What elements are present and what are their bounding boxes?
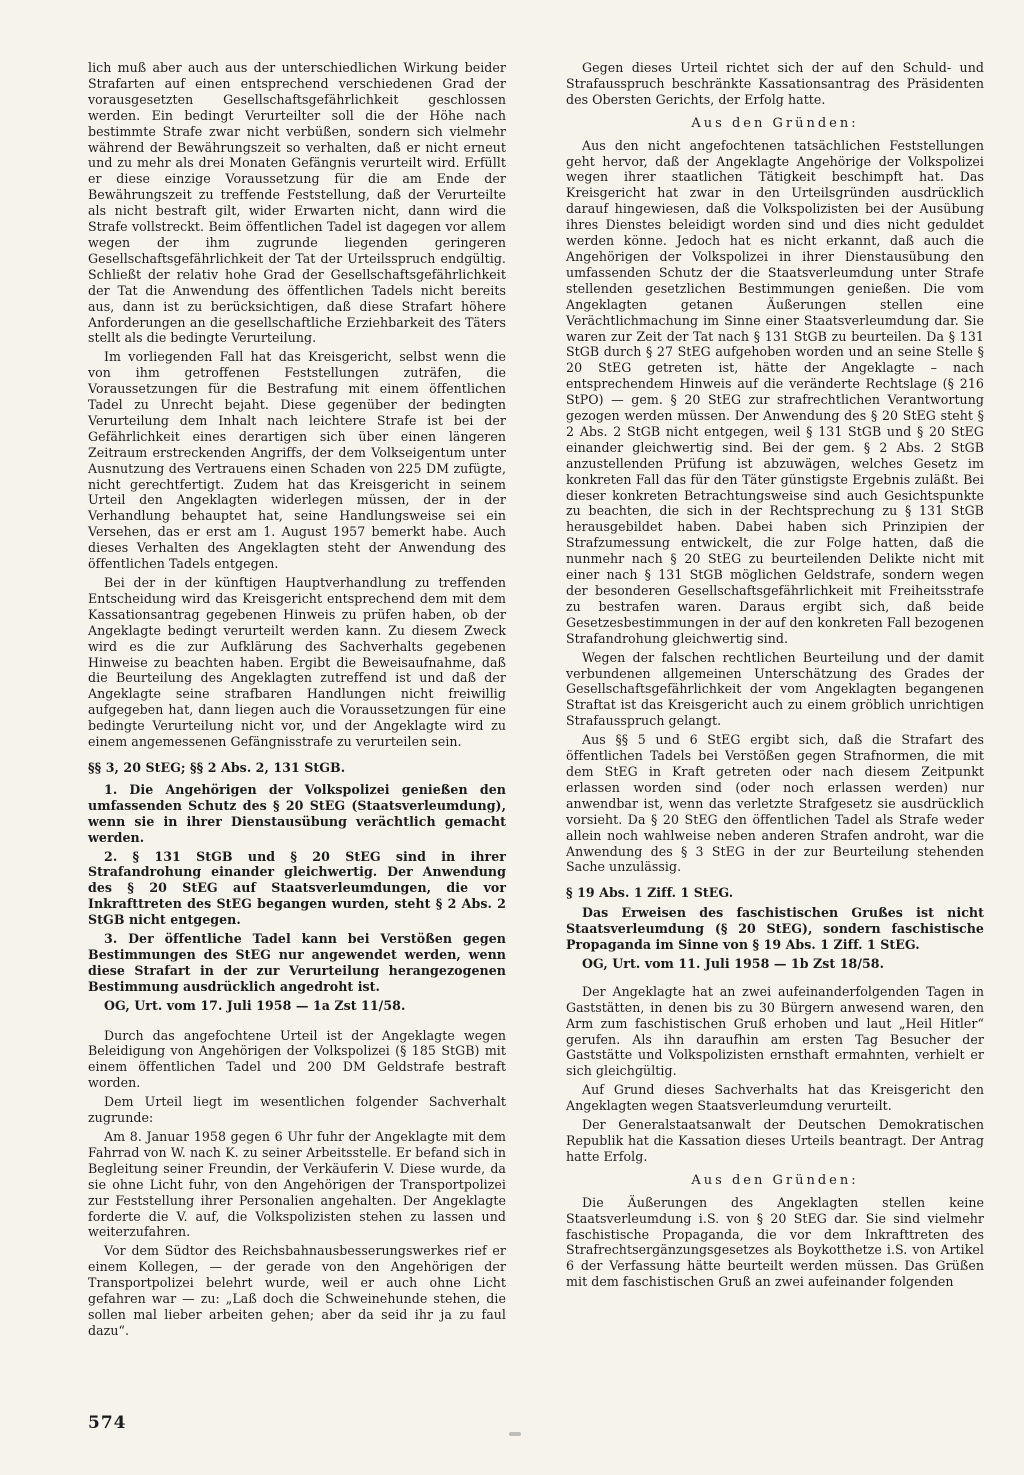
- paragraph: Durch das angefochtene Urteil ist der Angeklagte wegen Beleidigung von Angehörigen der Volkspolizei (§ 185 StGB) mit einem öffentlichen Tadel und 200 DM Geldstrafe bestraft worden.: [88, 1027, 506, 1091]
- section-heading: Aus den Gründen:: [691, 1172, 859, 1188]
- page-number: 574: [88, 1413, 127, 1433]
- thesis: Das Erweisen des faschistischen Grußes ist nicht Staatsverleumdung (§ 20 StEG), sondern faschistische Propaganda im Sinne von § 19 Abs. 1 Ziff. 1 StEG.: [566, 905, 984, 953]
- paragraph: Wegen der falschen rechtlichen Beurteilung und der damit verbundenen allgemeinen Unterschätzung des Grades der Gesellschaftsgefährlichkeit der vom Angeklagten begangenen Straftat ist das Kreisgericht auch zu einem gröblich unrichtigen Strafausspruch gelangt.: [566, 649, 984, 729]
- paragraph: Gegen dieses Urteil richtet sich der auf den Schuld- und Strafausspruch beschränkte Kassationsantrag des Präsidenten des Obersten Gerichts, der Erfolg hatte.: [566, 60, 984, 107]
- thesis: 2. § 131 StGB und § 20 StEG sind in ihrer Strafandrohung einander gleichwertig. Der Anwendung des § 20 StEG auf Staatsverleumdungen, die vor Inkrafttreten des StEG begangen wurden, steht § 2 Abs. 2 StGB nicht entgegen.: [88, 848, 506, 928]
- case-heading: §§ 3, 20 StEG; §§ 2 Abs. 2, 131 StGB.: [88, 759, 346, 775]
- paragraph: Bei der in der künftigen Hauptverhandlung zu treffenden Entscheidung wird das Kreisgericht entsprechend dem mit dem Kassationsantrag gegebenen Hinweis zu prüfen haben, ob der Angeklagte bedingt verurteilt werden kann. Zu diesem Zweck wird es die zur Aufklärung des Sachverhalts gegebenen Hinweise zu beachten haben. Ergibt die Beweisaufnahme, daß die Beurteilung des Angeklagten zutreffend ist und daß der Angeklagte seine strafbaren Handlungen nicht freiwillig aufgegeben hat, dann liegen auch die Voraussetzungen für eine bedingte Verurteilung nicht vor, und der Angeklagte wird zu einem angemessenen Gefängnisstrafe zu verurteilen sein.: [88, 575, 506, 750]
- paragraph: Vor dem Südtor des Reichsbahnausbesserungswerkes rief er einem Kollegen, — der gerade von den Angehörigen der Transportpolizei belehrt wurde, weil er auch ohne Licht gefahren war — zu: „Laß doch die Schweinehunde stehen, die sollen mal lieber arbeiten gehen; aber da seid ihr ja zu faul dazu“.: [88, 1243, 506, 1338]
- paragraph: Im vorliegenden Fall hat das Kreisgericht, selbst wenn die von ihm getroffenen Feststellungen zuträfen, die Voraussetzungen für die Bestrafung mit einem öffentlichen Tadel zu Unrecht bejaht. Diese gegenüber der bedingten Verurteilung dem Inhalt nach leichtere Strafe ist bei der Gefährlichkeit eines derartigen sich über einen längeren Zeitraum erstreckenden Angriffs, der dem Volkseigentum unter Ausnutzung des Vertrauens einen Schaden von 225 DM zufügte, nicht gerechtfertigt. Zudem hat das Kreisgericht in seinem Urteil den Angeklagten widerlegen müssen, der in der Verhandlung behauptet hat, seine Handlungsweise sei ein Versehen, das er erst am 1. August 1957 bemerkt habe. Auch dieses Verhalten des Angeklagten steht der Anwendung des öffentlichen Tadels entgegen.: [88, 349, 506, 572]
- right-column: [566, 60, 984, 1290]
- case-heading: § 19 Abs. 1 Ziff. 1 StEG.: [566, 885, 734, 901]
- paragraph: Die Äußerungen des Angeklagten stellen keine Staatsverleumdung i.S. von § 20 StEG dar. Sie sind vielmehr faschistische Propaganda, die vor dem Inkrafttreten des Strafrechtsergänzungsgesetzes als Boykotthetze i.S. von Artikel 6 der Verfassung hätte beurteilt werden müssen. Das Grüßen mit dem faschistischen Gruß an zwei aufeinander folgenden: [566, 1194, 984, 1290]
- thesis: 1. Die Angehörigen der Volkspolizei genießen den umfassenden Schutz des § 20 StEG (Staatsverleumdung), wenn sie in ihrer Dienstausübung verächtlich gemacht werden.: [88, 781, 506, 845]
- print-mark: [509, 1432, 521, 1436]
- paragraph: Auf Grund dieses Sachverhalts hat das Kreisgericht den Angeklagten wegen Staatsverleumdung verurteilt.: [566, 1082, 984, 1114]
- paragraph: Dem Urteil liegt im wesentlichen folgender Sachverhalt zugrunde:: [88, 1094, 506, 1126]
- paragraph: Der Generalstaatsanwalt der Deutschen Demokratischen Republik hat die Kassation dieses Urteils beantragt. Der Antrag hatte Erfolg.: [566, 1117, 984, 1164]
- paragraph: Aus den nicht angefochtenen tatsächlichen Feststellungen geht hervor, daß der Angeklagte Angehörige der Volkspolizei wegen ihrer staatlichen Tätigkeit beschimpft hat. Das Kreisgericht hat zwar in den Urteilsgründen ausdrücklich darauf hingewiesen, daß die Volkspolizisten bei der Ausübung ihres Dienstes beleidigt worden sind und dies nicht geduldet werden könne. Jedoch hat es nicht erkannt, daß auch die Angehörigen der Volkspolizei in ihrer Dienstausübung den umfassenden Schutz der die Staatsverleumdung unter Strafe stellenden gesetzlichen Bestimmungen genießen. Die vom Angeklagten getanen Äußerungen stellen eine Verächtlichmachung im Sinne einer Staatsverleumdung dar. Sie waren zur Zeit der Tat nach § 131 StGB zu beurteilen. Da § 131 StGB durch § 27 StEG aufgehoben worden und an seine Stelle § 20 StEG getreten ist, hätte der Angeklagte – nach entsprechendem Hinweis auf die veränderte Rechtslage (§ 216 StPO) — gem. § 20 StEG zur strafrechtlichen Verantwortung gezogen werden müssen. Der Anwendung des § 20 StEG steht § 2 Abs. 2 StGB nicht entgegen, weil § 131 StGB und § 20 StEG einander gleichwertig sind. Bei der gem. § 2 Abs. 2 StGB anzustellenden Prüfung ist abzuwägen, welches Gesetz im konkreten Fall das für den Täter günstigste Ergebnis zuläßt. Bei dieser konkreten Betrachtungsweise sind auch Gesichtspunkte zu beachten, die sich in der Rechtsprechung zu § 131 StGB herausgebildet haben. Dabei haben sich Prinzipien der Strafzumessung entwickelt, die zur Folge hatten, daß die nunmehr nach § 20 StEG zu beurteilenden Delikte nicht mit einer nach § 131 StGB möglichen Geldstrafe, sondern wegen der besonderen Gesellschaftsgefährlichkeit mit Freiheitsstrafe zu bestrafen waren. Daraus ergibt sich, daß beide Gesetzesbestimmungen in der auf den konkreten Fall bezogenen Strafandrohung gleichwertig sind.: [566, 137, 984, 646]
- paragraph: Aus §§ 5 und 6 StEG ergibt sich, daß die Strafart des öffentlichen Tadels bei Verstößen gegen Strafnormen, die mit dem StEG in Kraft getreten oder nach diesem Zeitpunkt erlassen worden sind (oder noch erlassen werden) nur anwendbar ist, wenn das verletzte Strafgesetz sie ausdrücklich vorsieht. Da § 20 StEG den öffentlichen Tadel als Strafe weder allein noch wahlweise neben anderen Strafen androht, war die Anwendung des § 3 StEG in der zur Beurteilung stehenden Sache unzulässig.: [566, 732, 984, 875]
- section-heading: Aus den Gründen:: [691, 115, 859, 131]
- paragraph: Am 8. Januar 1958 gegen 6 Uhr fuhr der Angeklagte mit dem Fahrrad von W. nach K. zu seiner Arbeitsstelle. Er befand sich in Begleitung seiner Freundin, der Verkäuferin V. Diese wurde, da sie ohne Licht fuhr, von den Angehörigen der Transportpolizei zur Feststellung ihrer Personalien angehalten. Der Angeklagte forderte die V. auf, die Volkspolizisten stehen zu lassen und weiterzufahren.: [88, 1129, 506, 1240]
- left-column: [88, 60, 506, 1339]
- case-reference: OG, Urt. vom 11. Juli 1958 — 1b Zst 18/58.: [582, 955, 885, 971]
- paragraph: Der Angeklagte hat an zwei aufeinanderfolgenden Tagen in Gaststätten, in denen bis zu 30 Bürgern anwesend waren, den Arm zum faschistischen Gruß erhoben und laut „Heil Hitler“ gerufen. Als ihn daraufhin am ersten Tag Besucher der Gaststätte und Volkspolizisten ernsthaft ermahnten, verhielt er sich gleichgültig.: [566, 983, 984, 1079]
- paragraph: lich muß aber auch aus der unterschiedlichen Wirkung beider Strafarten auf einen entsprechend verschiedenen Grad der vorausgesetzten Gesellschaftsgefährlichkeit geschlossen werden. Ein bedingt Verurteilter soll die der Höhe nach bestimmte Strafe zwar nicht verbüßen, sondern sich vielmehr während der Bewährungszeit so verhalten, daß er nicht erneut und zu mehr als drei Monaten Gefängnis verurteilt wird. Erfüllt er diese einzige Voraussetzung für die am Ende der Bewährungszeit zu treffende Feststellung, daß der Verurteilte als nicht bestraft gilt, wider Erwarten nicht, dann wird die Strafe vollstreckt. Beim öffentlichen Tadel ist dagegen vor allem wegen der ihm zugrunde liegenden geringeren Gesellschaftsgefährlichkeit der Tat der Urteilsspruch endgültig. Schließt der relativ hohe Grad der Gesellschaftsgefährlichkeit der Tat die Anwendung des öffentlichen Tadels nicht bereits aus, dann ist zu berücksichtigen, daß diese Strafart höhere Anforderungen an die gesellschaftliche Erziehbarkeit des Täters stellt als die bedingte Verurteilung.: [88, 60, 506, 346]
- case-reference: OG, Urt. vom 17. Juli 1958 — 1a Zst 11/58.: [104, 997, 406, 1013]
- thesis: 3. Der öffentliche Tadel kann bei Verstößen gegen Bestimmungen des StEG nur angewendet werden, wenn diese Strafart in der zur Verurteilung herangezogenen Bestimmung ausdrücklich angedroht ist.: [88, 931, 506, 994]
